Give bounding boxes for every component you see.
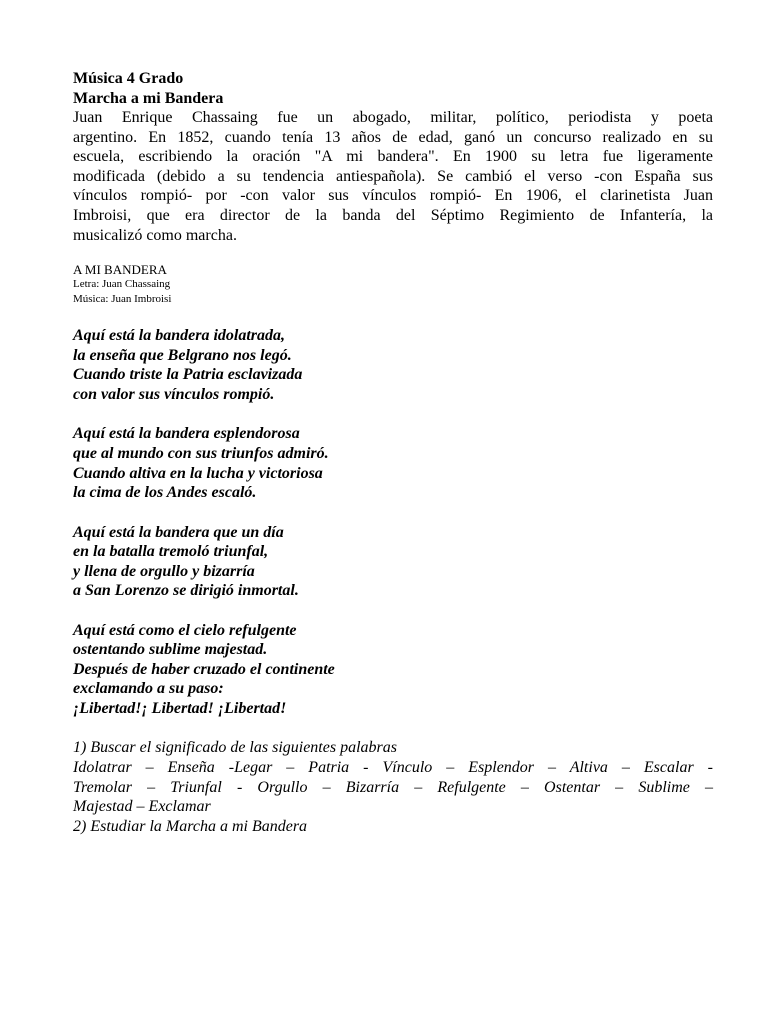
intro-line: modificada (debido a su tendencia antiespañola). Se cambió el verso -con España sus bbox=[73, 167, 713, 185]
task-item: 2) Estudiar la Marcha a mi Bandera bbox=[73, 817, 308, 835]
verse-line: Cuando altiva en la lucha y victoriosa bbox=[73, 464, 323, 482]
verse-line: Después de haber cruzado el continente bbox=[73, 660, 335, 678]
vocabulary-words-line: Majestad – Exclamar bbox=[73, 798, 211, 816]
verse-line: la enseña que Belgrano nos legó. bbox=[73, 346, 292, 364]
verse-line: Aquí está la bandera que un día bbox=[73, 523, 284, 541]
music-credit: Música: Juan Imbroisi bbox=[73, 292, 172, 305]
verse-line: en la batalla tremoló triunfal, bbox=[73, 543, 269, 561]
verse-line: a San Lorenzo se dirigió inmortal. bbox=[73, 582, 299, 600]
stanza bbox=[73, 523, 713, 601]
stanza bbox=[73, 424, 713, 502]
intro-line: vínculos rompió- por -con valor sus vínculos rompió- En 1906, el clarinetista Juan bbox=[73, 187, 713, 205]
vocabulary-words-line: Tremolar – Triunfal - Orgullo – Bizarría – Refulgente – Ostentar – Sublime – bbox=[73, 778, 713, 796]
lyrics-credit: Letra: Juan Chassaing bbox=[73, 278, 171, 291]
task-item: 1) Buscar el significado de las siguientes palabras bbox=[73, 739, 397, 757]
document-page bbox=[73, 69, 713, 836]
intro-line: argentino. En 1852, cuando tenía 13 años de edad, ganó un concurso realizado en su bbox=[73, 128, 713, 146]
vocabulary-words-line: Idolatrar – Enseña -Legar – Patria - Vínculo – Esplendor – Altiva – Escalar - bbox=[73, 759, 713, 777]
verse-line: Aquí está la bandera idolatrada, bbox=[73, 327, 286, 345]
song-title: A MI BANDERA bbox=[73, 262, 167, 278]
intro-paragraph bbox=[73, 108, 713, 245]
intro-line: musicalizó como marcha. bbox=[73, 226, 237, 244]
verse-line: Aquí está la bandera esplendorosa bbox=[73, 425, 300, 443]
song-lyrics bbox=[73, 326, 713, 718]
verse-line: que al mundo con sus triunfos admiró. bbox=[73, 444, 329, 462]
verse-line: la cima de los Andes escaló. bbox=[73, 484, 257, 502]
intro-line: Juan Enrique Chassaing fue un abogado, militar, político, periodista y poeta bbox=[73, 109, 713, 126]
intro-line: escuela, escribiendo la oración "A mi bandera". En 1900 su letra fue ligeramente bbox=[73, 148, 713, 166]
assignment-list bbox=[73, 738, 713, 836]
verse-line: ¡Libertad!¡ Libertad! ¡Libertad! bbox=[73, 700, 287, 718]
verse-line: ostentando sublime majestad. bbox=[73, 641, 268, 659]
verse-line: Aquí está como el cielo refulgente bbox=[73, 621, 297, 639]
page-subtitle: Marcha a mi Bandera bbox=[73, 89, 224, 107]
stanza bbox=[73, 621, 713, 719]
page-title: Música 4 Grado bbox=[73, 70, 184, 87]
verse-line: y llena de orgullo y bizarría bbox=[73, 562, 255, 580]
verse-line: con valor sus vínculos rompió. bbox=[73, 385, 275, 403]
intro-line: Imbroisi, que era director de la banda del Séptimo Regimiento de Infantería, la bbox=[73, 206, 713, 224]
verse-line: exclamando a su paso: bbox=[73, 680, 224, 698]
stanza bbox=[73, 326, 713, 404]
verse-line: Cuando triste la Patria esclavizada bbox=[73, 366, 303, 384]
